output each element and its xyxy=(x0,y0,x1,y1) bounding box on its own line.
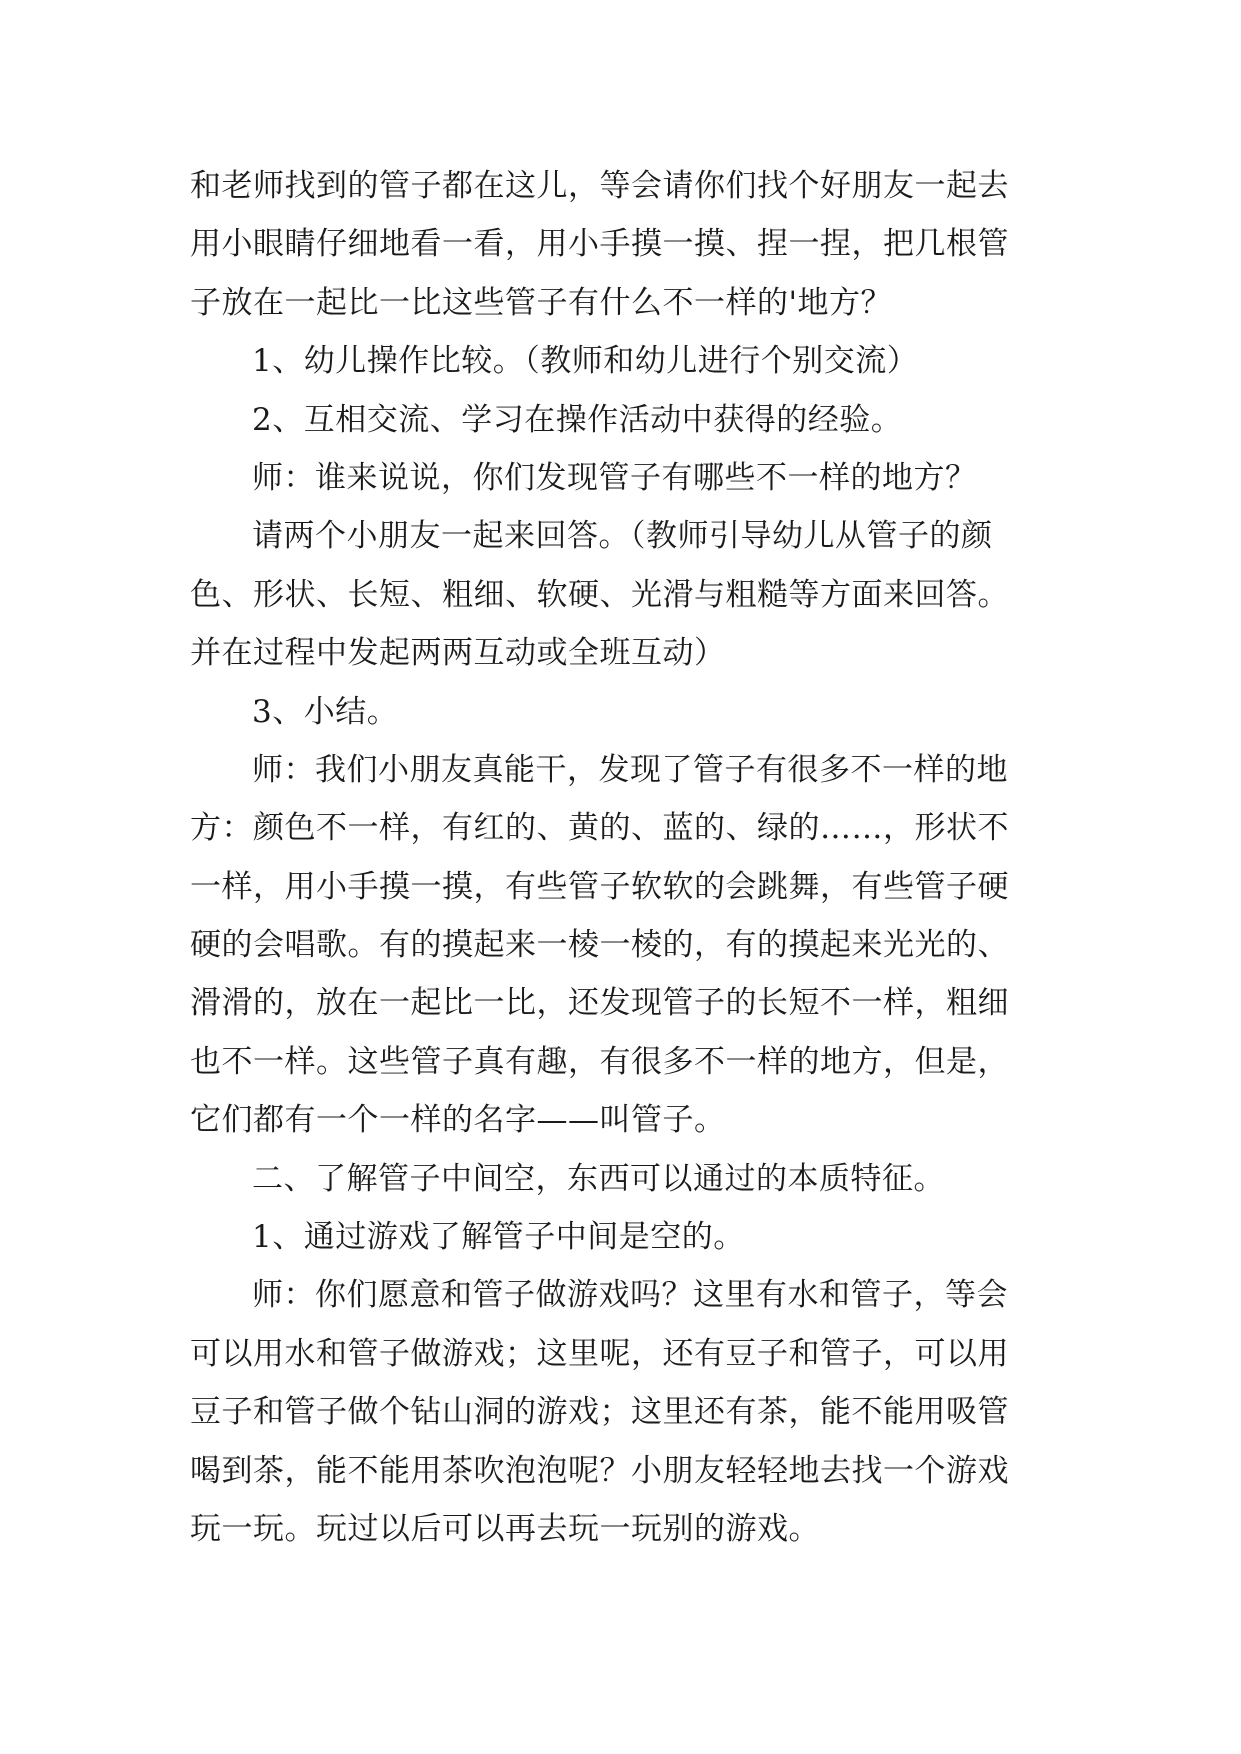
text-line: 喝到茶，能不能用茶吹泡泡呢？小朋友轻轻地去找一个游戏 xyxy=(190,1452,1009,1489)
text-line: 2、互相交流、学习在操作活动中获得的经验。 xyxy=(252,401,903,438)
text-line: 它们都有一个一样的名字——叫管子。 xyxy=(190,1102,726,1139)
text-line: 玩一玩。玩过以后可以再去玩一玩别的游戏。 xyxy=(190,1510,820,1547)
text-line: 硬的会唱歌。有的摸起来一棱一棱的，有的摸起来光光的、 xyxy=(190,927,1009,964)
text-line: 师：谁来说说，你们发现管子有哪些不一样的地方？ xyxy=(252,459,977,496)
text-line: 方：颜色不一样，有红的、黄的、蓝的、绿的……，形状不 xyxy=(190,810,1009,847)
text-line: 和老师找到的管子都在这儿，等会请你们找个好朋友一起去 xyxy=(190,168,1009,204)
document-body xyxy=(190,157,1070,1558)
text-line: 一样，用小手摸一摸，有些管子软软的会跳舞，有些管子硬 xyxy=(190,868,1009,905)
text-line: 3、小结。 xyxy=(252,693,399,730)
text-line: 可以用水和管子做游戏；这里呢，还有豆子和管子，可以用 xyxy=(190,1335,1009,1372)
text-line: 请两个小朋友一起来回答。（教师引导幼儿从管子的颜 xyxy=(252,518,993,555)
text-line: 豆子和管子做个钻山洞的游戏；这里还有茶，能不能用吸管 xyxy=(190,1394,1009,1431)
text-line: 1、幼儿操作比较。（教师和幼儿进行个别交流） xyxy=(252,343,919,380)
text-line: 师：你们愿意和管子做游戏吗？这里有水和管子，等会 xyxy=(252,1277,1008,1314)
text-line: 滑滑的，放在一起比一比，还发现管子的长短不一样，粗细 xyxy=(190,985,1009,1022)
text-line: 师：我们小朋友真能干，发现了管子有很多不一样的地 xyxy=(252,751,1008,788)
text-line: 也不一样。这些管子真有趣，有很多不一样的地方，但是， xyxy=(190,1043,1009,1080)
text-line: 用小眼睛仔细地看一看，用小手摸一摸、捏一捏，把几根管 xyxy=(190,226,1009,263)
text-line: 1、通过游戏了解管子中间是空的。 xyxy=(252,1219,745,1256)
text-line: 二、了解管子中间空，东西可以通过的本质特征。 xyxy=(252,1160,945,1197)
text-line: 并在过程中发起两两互动或全班互动） xyxy=(190,635,726,672)
text-line: 子放在一起比一比这些管子有什么不一样的'地方？ xyxy=(190,284,893,321)
text-line: 色、形状、长短、粗细、软硬、光滑与粗糙等方面来回答。 xyxy=(190,576,1009,613)
